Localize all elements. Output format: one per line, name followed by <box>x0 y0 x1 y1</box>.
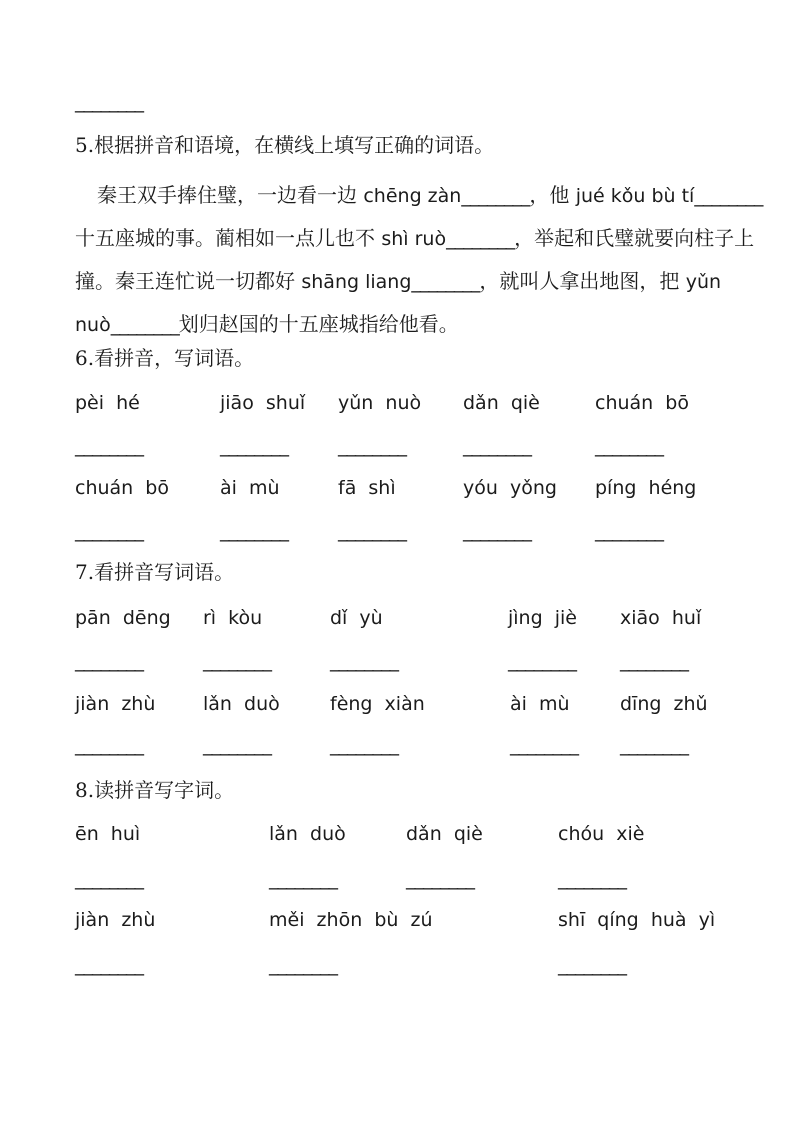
pinyin-word: chuán bō <box>75 477 169 499</box>
answer-blank: ________ <box>461 185 530 207</box>
answer-blank: ________ <box>220 435 288 457</box>
pinyin-word: pān dēng <box>75 607 171 629</box>
q8-blank-row-1 <box>0 867 793 893</box>
pinyin-word: dǐ yù <box>330 607 383 629</box>
chinese-text: ，就叫人拿出地图，把 <box>479 269 686 293</box>
q5-paragraph-line-4 <box>75 312 459 339</box>
answer-blank: ________ <box>558 868 626 890</box>
pinyin-text: jué kǒu bù tí <box>575 185 695 207</box>
pinyin-word: jìng jiè <box>508 607 577 629</box>
q7-blank-row-2 <box>0 733 793 759</box>
pinyin-word: ài mù <box>220 477 280 499</box>
answer-blank: ________ <box>330 734 398 756</box>
pinyin-word: pèi hé <box>75 392 140 414</box>
answer-blank: ________ <box>406 868 474 890</box>
answer-blank: ________ <box>463 435 531 457</box>
q8-pinyin-row-1 <box>0 822 793 848</box>
pinyin-word: xiāo huǐ <box>620 607 702 629</box>
question-6-heading: 6.看拼音，写词语。 <box>75 346 255 370</box>
pinyin-text: shì ruò <box>381 228 447 250</box>
pinyin-word: fèng xiàn <box>330 693 425 715</box>
pinyin-word: lǎn duò <box>203 693 280 715</box>
answer-blank: ________ <box>75 435 143 457</box>
answer-blank: ________ <box>220 520 288 542</box>
pinyin-word: rì kòu <box>203 607 263 629</box>
answer-blank: ________ <box>269 954 337 976</box>
pinyin-word: chóu xiè <box>558 823 645 845</box>
pinyin-word: yǔn nuò <box>338 392 422 414</box>
q8-blank-row-2 <box>0 953 793 979</box>
answer-blank: ________ <box>269 868 337 890</box>
answer-blank: ________ <box>75 91 143 113</box>
pinyin-text: chēng zàn <box>363 185 462 207</box>
answer-blank: ________ <box>203 734 271 756</box>
q8-pinyin-row-2 <box>0 908 793 934</box>
q7-pinyin-row-2 <box>0 692 793 718</box>
answer-blank: ________ <box>508 650 576 672</box>
pinyin-word: jiāo shuǐ <box>220 392 306 414</box>
pinyin-word: ēn huì <box>75 823 141 845</box>
answer-blank: ________ <box>75 734 143 756</box>
pinyin-word: píng héng <box>595 477 697 499</box>
q6-pinyin-row-1 <box>0 391 793 417</box>
answer-blank: ________ <box>203 650 271 672</box>
chinese-text: 撞。秦王连忙说一切都好 <box>75 269 302 293</box>
answer-blank: ________ <box>75 954 143 976</box>
question-8-heading: 8.读拼音写字词。 <box>75 778 235 802</box>
answer-blank: ________ <box>595 435 663 457</box>
pinyin-word: ài mù <box>510 693 570 715</box>
pinyin-word: dǎn qiè <box>406 823 483 845</box>
q5-paragraph-line-2 <box>75 226 754 253</box>
answer-blank: ________ <box>110 314 179 336</box>
answer-blank: ________ <box>75 520 143 542</box>
pinyin-word: jiàn zhù <box>75 909 156 931</box>
q6-blank-row-1 <box>0 434 793 460</box>
pinyin-word: dǎn qiè <box>463 392 540 414</box>
pinyin-word: chuán bō <box>595 392 689 414</box>
q7-pinyin-row-1 <box>0 606 793 632</box>
answer-blank: ________ <box>620 734 688 756</box>
pinyin-word: dīng zhǔ <box>620 693 708 715</box>
answer-blank: ________ <box>446 228 515 250</box>
question-5-heading: 5.根据拼音和语境，在横线上填写正确的词语。 <box>75 133 495 157</box>
answer-blank: ________ <box>620 650 688 672</box>
answer-blank: ________ <box>75 650 143 672</box>
chinese-text: ，他 <box>529 183 576 207</box>
answer-blank: ________ <box>463 520 531 542</box>
answer-blank: ________ <box>694 185 763 207</box>
answer-blank: ________ <box>411 271 480 293</box>
pinyin-text: nuò <box>75 314 111 336</box>
pinyin-word: shī qíng huà yì <box>558 909 716 931</box>
answer-blank: ________ <box>75 868 143 890</box>
answer-blank: ________ <box>510 734 578 756</box>
pinyin-word: yóu yǒng <box>463 477 557 499</box>
answer-blank: ________ <box>595 520 663 542</box>
chinese-text: 十五座城的事。蔺相如一点儿也不 <box>75 226 382 250</box>
pinyin-text: yǔn <box>685 271 722 293</box>
chinese-text: ，举起和氏璧就要向柱子上 <box>514 226 755 250</box>
answer-blank: ________ <box>558 954 626 976</box>
q5-paragraph-line-3 <box>75 269 721 296</box>
q5-paragraph-line-1 <box>75 183 762 210</box>
pinyin-word: jiàn zhù <box>75 693 156 715</box>
chinese-text: 秦王双手捧住璧，一边看一边 <box>97 183 364 207</box>
pinyin-word: měi zhōn bù zú <box>269 909 433 931</box>
q6-blank-row-2 <box>0 519 793 545</box>
chinese-text: 划归赵国的十五座城指给他看。 <box>178 312 459 336</box>
q6-pinyin-row-2 <box>0 476 793 502</box>
pinyin-word: lǎn duò <box>269 823 346 845</box>
answer-blank: ________ <box>338 435 406 457</box>
q7-blank-row-1 <box>0 649 793 675</box>
pinyin-word: fā shì <box>338 477 396 499</box>
answer-blank: ________ <box>330 650 398 672</box>
answer-blank: ________ <box>338 520 406 542</box>
question-7-heading: 7.看拼音写词语。 <box>75 560 235 584</box>
pinyin-text: shāng liang <box>301 271 412 293</box>
